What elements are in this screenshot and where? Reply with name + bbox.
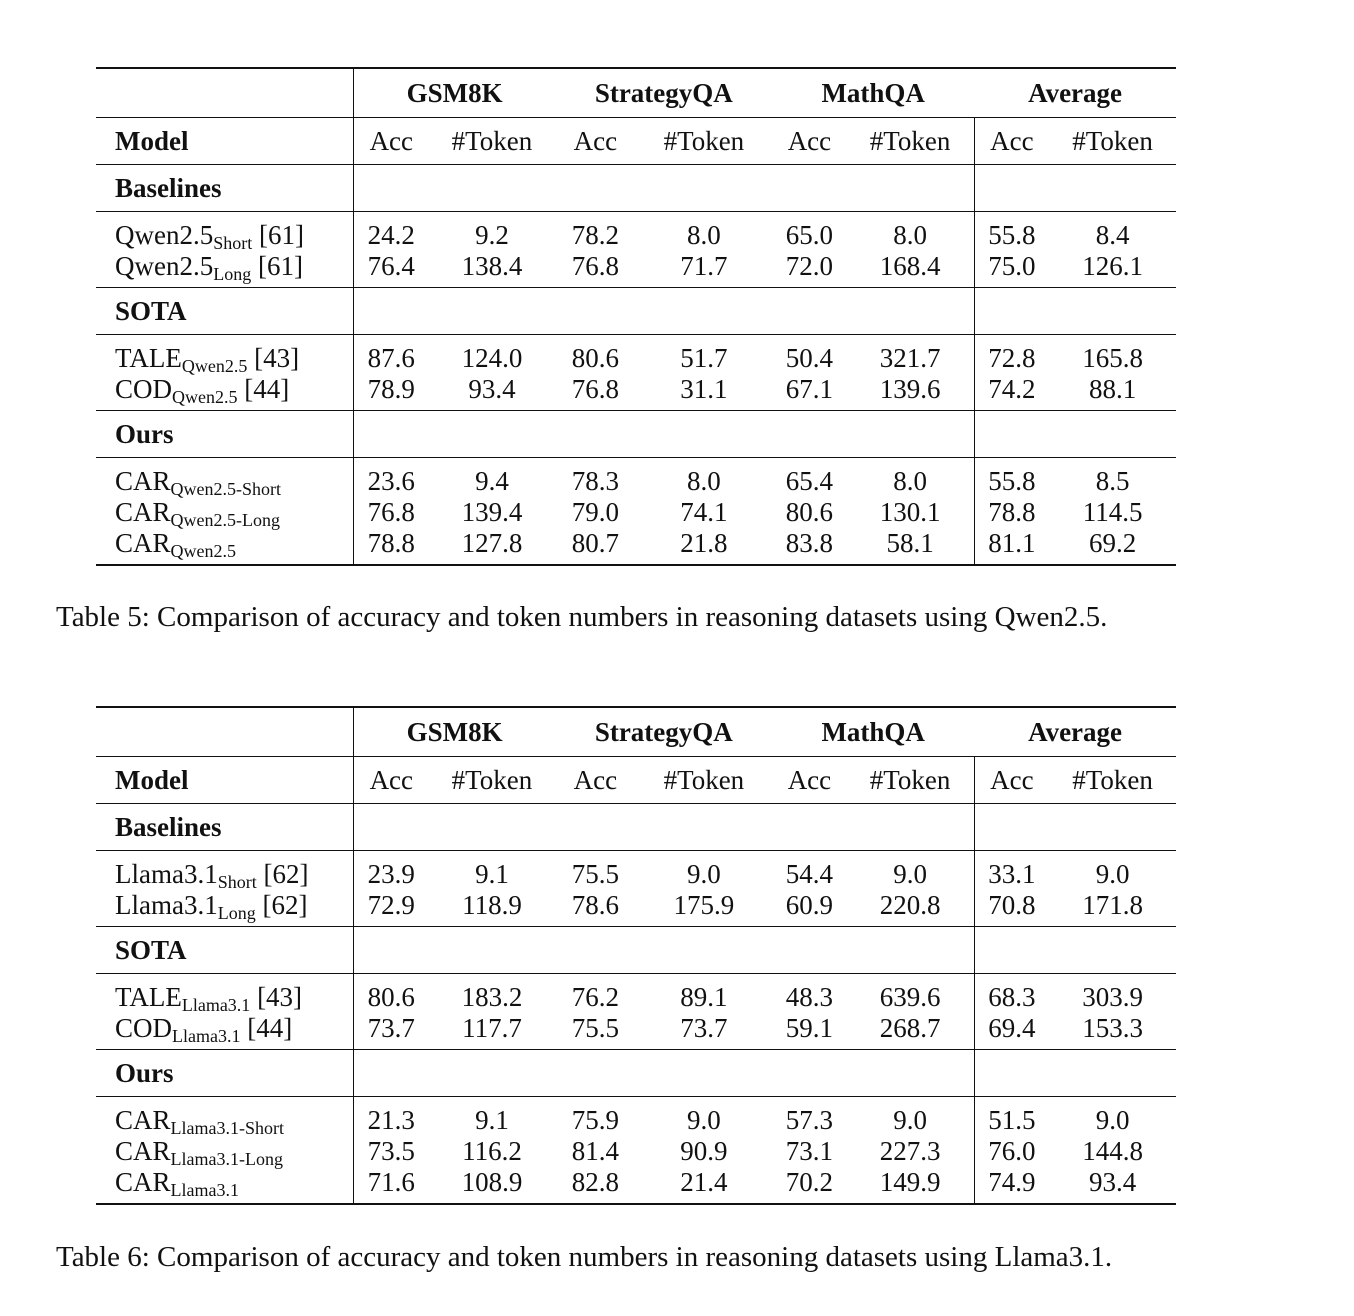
value-cell: 71.7 xyxy=(680,251,728,281)
model-name: TALE xyxy=(115,982,182,1012)
metric-header: #Token xyxy=(847,118,975,165)
value-cell: 79.0 xyxy=(571,497,620,527)
value-cell: 24.2 xyxy=(354,212,429,252)
value-cell: 59.1 xyxy=(785,1013,834,1043)
value-cell: 69.2 xyxy=(1049,528,1176,565)
value-cell: 70.8 xyxy=(974,890,1049,927)
model-name-cell xyxy=(96,1097,354,1137)
model-name-cell xyxy=(96,335,354,375)
dataset-header: StrategyQA xyxy=(555,68,772,118)
value-cell: 149.9 xyxy=(847,1167,975,1204)
value-cell: 171.8 xyxy=(1082,890,1143,920)
value-cell: 144.8 xyxy=(1082,1136,1143,1166)
value-cell: 83.8 xyxy=(772,528,846,565)
table-caption-qwen: Table 5: Comparison of accuracy and token numbers in reasoning datasets using Qwen2.5. xyxy=(56,601,1108,633)
value-cell: 74.1 xyxy=(680,497,728,527)
value-cell: 139.4 xyxy=(461,497,523,527)
metric-header: #Token xyxy=(847,757,975,804)
value-cell: 227.3 xyxy=(879,1136,941,1166)
model-ref: [62] xyxy=(256,859,309,889)
model-variant: Llama3.1-Long xyxy=(170,1149,283,1169)
value-cell: 93.4 xyxy=(468,374,516,404)
value-cell: 78.3 xyxy=(555,458,635,498)
value-cell: 55.8 xyxy=(974,212,1049,252)
value-cell: 72.0 xyxy=(785,251,834,281)
value-cell: 8.0 xyxy=(636,458,773,498)
value-cell: 21.4 xyxy=(636,1167,773,1204)
model-name: Qwen2.5 xyxy=(115,220,214,250)
table-row xyxy=(96,1167,1176,1204)
value-cell: 80.6 xyxy=(785,497,834,527)
value-cell: 9.0 xyxy=(1049,1097,1176,1137)
value-cell: 9.4 xyxy=(429,458,556,498)
model-name: CAR xyxy=(115,497,171,527)
model-name-cell xyxy=(96,374,354,411)
value-cell: 183.2 xyxy=(429,974,556,1014)
model-variant: Long xyxy=(213,264,252,284)
model-variant: Long xyxy=(217,903,256,923)
dataset-header: StrategyQA xyxy=(555,707,772,757)
model-name: Qwen2.5 xyxy=(115,251,214,281)
value-cell: 65.4 xyxy=(772,458,846,498)
table-row xyxy=(96,458,1176,498)
model-name: CAR xyxy=(115,528,171,558)
model-name-cell xyxy=(96,497,354,528)
table-row xyxy=(96,212,1176,252)
model-name-cell xyxy=(96,890,354,927)
value-cell: 48.3 xyxy=(772,974,846,1014)
model-name-cell xyxy=(96,1167,354,1204)
section-label: Baselines xyxy=(96,804,354,851)
value-cell: 51.5 xyxy=(974,1097,1049,1137)
section-label: Baselines xyxy=(96,165,354,212)
value-cell: 117.7 xyxy=(462,1013,522,1043)
value-cell: 87.6 xyxy=(354,335,429,375)
value-cell: 127.8 xyxy=(429,528,556,565)
value-cell: 50.4 xyxy=(772,335,846,375)
metric-header: #Token xyxy=(429,118,556,165)
model-ref: [44] xyxy=(237,374,290,404)
value-cell: 8.0 xyxy=(847,212,975,252)
value-cell: 76.4 xyxy=(354,251,429,288)
value-cell: 9.0 xyxy=(636,851,773,891)
table-row xyxy=(96,1136,1176,1167)
value-cell: 93.4 xyxy=(1049,1167,1176,1204)
section-label: SOTA xyxy=(96,288,354,335)
value-cell: 55.8 xyxy=(974,458,1049,498)
value-cell: 31.1 xyxy=(680,374,728,404)
value-cell: 82.8 xyxy=(555,1167,635,1204)
metric-header: Acc xyxy=(974,757,1049,804)
model-name: CAR xyxy=(115,466,171,496)
value-cell: 76.8 xyxy=(354,497,429,528)
table-row xyxy=(96,974,1176,1014)
value-cell: 75.0 xyxy=(974,251,1049,288)
value-cell: 81.4 xyxy=(571,1136,620,1166)
value-cell: 71.6 xyxy=(354,1167,429,1204)
value-cell: 72.9 xyxy=(354,890,429,927)
model-ref: [43] xyxy=(247,343,300,373)
value-cell: 76.8 xyxy=(571,374,620,404)
value-cell: 80.6 xyxy=(555,335,635,375)
value-cell: 8.0 xyxy=(847,458,975,498)
value-cell: 73.5 xyxy=(354,1136,429,1167)
value-cell: 69.4 xyxy=(974,1013,1049,1050)
section-label: Ours xyxy=(96,1050,354,1097)
model-variant: Qwen2.5 xyxy=(170,541,237,561)
value-cell: 165.8 xyxy=(1049,335,1176,375)
model-name-cell xyxy=(96,458,354,498)
model-name: TALE xyxy=(115,343,182,373)
value-cell: 220.8 xyxy=(879,890,941,920)
value-cell: 33.1 xyxy=(974,851,1049,891)
value-cell: 78.2 xyxy=(555,212,635,252)
corner-cell xyxy=(96,68,354,118)
value-cell: 116.2 xyxy=(462,1136,522,1166)
model-ref: [44] xyxy=(240,1013,293,1043)
model-ref: [61] xyxy=(251,251,303,281)
model-name: Llama3.1 xyxy=(115,859,218,889)
table-row xyxy=(96,497,1176,528)
model-variant: Llama3.1-Short xyxy=(170,1118,285,1138)
model-column-header: Model xyxy=(96,118,354,165)
table-row xyxy=(96,335,1176,375)
corner-cell xyxy=(96,707,354,757)
dataset-header: Average xyxy=(974,707,1176,757)
metric-header: Acc xyxy=(772,118,846,165)
model-name: COD xyxy=(115,1013,173,1043)
value-cell: 114.5 xyxy=(1082,497,1143,527)
model-ref: [43] xyxy=(250,982,303,1012)
value-cell: 70.2 xyxy=(772,1167,846,1204)
value-cell: 78.9 xyxy=(354,374,429,411)
value-cell: 65.0 xyxy=(772,212,846,252)
model-variant: Qwen2.5-Short xyxy=(170,479,282,499)
value-cell: 67.1 xyxy=(785,374,834,404)
value-cell: 9.0 xyxy=(636,1097,773,1137)
section-label: SOTA xyxy=(96,927,354,974)
value-cell: 168.4 xyxy=(879,251,941,281)
value-cell: 8.0 xyxy=(636,212,773,252)
value-cell: 9.1 xyxy=(429,851,556,891)
metric-header: #Token xyxy=(636,757,773,804)
value-cell: 80.7 xyxy=(555,528,635,565)
metric-header: Acc xyxy=(555,118,635,165)
model-name: Llama3.1 xyxy=(115,890,218,920)
table-row xyxy=(96,374,1176,411)
table-caption-llama: Table 6: Comparison of accuracy and token numbers in reasoning datasets using Llama3.1. xyxy=(56,1241,1113,1273)
metric-header: Acc xyxy=(354,118,429,165)
value-cell: 9.0 xyxy=(1049,851,1176,891)
results-table-qwen xyxy=(96,67,1176,566)
value-cell: 76.2 xyxy=(555,974,635,1014)
value-cell: 54.4 xyxy=(772,851,846,891)
model-name: CAR xyxy=(115,1167,171,1197)
dataset-header: MathQA xyxy=(772,68,974,118)
model-variant: Qwen2.5-Long xyxy=(170,510,281,530)
value-cell: 75.5 xyxy=(555,851,635,891)
metric-header: #Token xyxy=(429,757,556,804)
value-cell: 108.9 xyxy=(429,1167,556,1204)
metric-header: Acc xyxy=(555,757,635,804)
dataset-header: GSM8K xyxy=(354,68,556,118)
value-cell: 639.6 xyxy=(847,974,975,1014)
value-cell: 9.2 xyxy=(429,212,556,252)
value-cell: 81.1 xyxy=(974,528,1049,565)
value-cell: 58.1 xyxy=(847,528,975,565)
metric-header: Acc xyxy=(974,118,1049,165)
model-variant: Llama3.1 xyxy=(181,995,251,1015)
model-column-header: Model xyxy=(96,757,354,804)
value-cell: 321.7 xyxy=(847,335,975,375)
value-cell: 78.8 xyxy=(974,497,1049,528)
value-cell: 8.5 xyxy=(1049,458,1176,498)
dataset-header: MathQA xyxy=(772,707,974,757)
model-ref: [61] xyxy=(252,220,304,250)
value-cell: 68.3 xyxy=(974,974,1049,1014)
model-name-cell xyxy=(96,851,354,891)
value-cell: 88.1 xyxy=(1088,374,1137,404)
value-cell: 57.3 xyxy=(772,1097,846,1137)
value-cell: 73.1 xyxy=(785,1136,834,1166)
metric-header: Acc xyxy=(354,757,429,804)
model-ref: [62] xyxy=(255,890,308,920)
metric-header: #Token xyxy=(636,118,773,165)
model-variant: Qwen2.5 xyxy=(181,356,248,376)
model-variant: Qwen2.5 xyxy=(172,387,238,407)
value-cell: 21.3 xyxy=(354,1097,429,1137)
model-variant: Short xyxy=(217,872,257,892)
model-name: COD xyxy=(115,374,173,404)
value-cell: 74.9 xyxy=(974,1167,1049,1204)
table-row xyxy=(96,528,1176,565)
value-cell: 9.0 xyxy=(847,851,975,891)
results-table-llama xyxy=(96,706,1176,1205)
model-name: CAR xyxy=(115,1136,171,1166)
value-cell: 72.8 xyxy=(974,335,1049,375)
value-cell: 130.1 xyxy=(879,497,941,527)
value-cell: 23.6 xyxy=(354,458,429,498)
value-cell: 60.9 xyxy=(785,890,834,920)
dataset-header: GSM8K xyxy=(354,707,556,757)
metric-header: #Token xyxy=(1049,118,1176,165)
value-cell: 124.0 xyxy=(429,335,556,375)
value-cell: 76.8 xyxy=(571,251,620,281)
value-cell: 75.5 xyxy=(571,1013,620,1043)
value-cell: 153.3 xyxy=(1082,1013,1143,1043)
value-cell: 51.7 xyxy=(636,335,773,375)
model-name-cell xyxy=(96,974,354,1014)
value-cell: 23.9 xyxy=(354,851,429,891)
table-row xyxy=(96,1013,1176,1050)
value-cell: 76.0 xyxy=(974,1136,1049,1167)
model-name-cell xyxy=(96,251,354,288)
value-cell: 73.7 xyxy=(354,1013,429,1050)
value-cell: 138.4 xyxy=(461,251,523,281)
value-cell: 118.9 xyxy=(462,890,522,920)
model-variant: Llama3.1 xyxy=(170,1180,240,1200)
value-cell: 126.1 xyxy=(1082,251,1143,281)
value-cell: 175.9 xyxy=(673,890,735,920)
table-row xyxy=(96,851,1176,891)
value-cell: 73.7 xyxy=(680,1013,728,1043)
value-cell: 9.1 xyxy=(429,1097,556,1137)
table-row xyxy=(96,251,1176,288)
model-name-cell xyxy=(96,212,354,252)
value-cell: 9.0 xyxy=(847,1097,975,1137)
value-cell: 268.7 xyxy=(879,1013,941,1043)
model-name-cell xyxy=(96,1136,354,1167)
table-row xyxy=(96,1097,1176,1137)
model-name-cell xyxy=(96,1013,354,1050)
value-cell: 89.1 xyxy=(636,974,773,1014)
table-row xyxy=(96,890,1176,927)
model-name: CAR xyxy=(115,1105,171,1135)
value-cell: 75.9 xyxy=(555,1097,635,1137)
value-cell: 74.2 xyxy=(974,374,1049,411)
model-variant: Llama3.1 xyxy=(172,1026,241,1046)
section-label: Ours xyxy=(96,411,354,458)
value-cell: 80.6 xyxy=(354,974,429,1014)
value-cell: 139.6 xyxy=(879,374,941,404)
value-cell: 78.6 xyxy=(571,890,620,920)
value-cell: 8.4 xyxy=(1049,212,1176,252)
model-variant: Short xyxy=(213,233,253,253)
model-name-cell xyxy=(96,528,354,565)
value-cell: 21.8 xyxy=(636,528,773,565)
value-cell: 90.9 xyxy=(680,1136,728,1166)
value-cell: 303.9 xyxy=(1049,974,1176,1014)
value-cell: 78.8 xyxy=(354,528,429,565)
metric-header: #Token xyxy=(1049,757,1176,804)
dataset-header: Average xyxy=(974,68,1176,118)
metric-header: Acc xyxy=(772,757,846,804)
